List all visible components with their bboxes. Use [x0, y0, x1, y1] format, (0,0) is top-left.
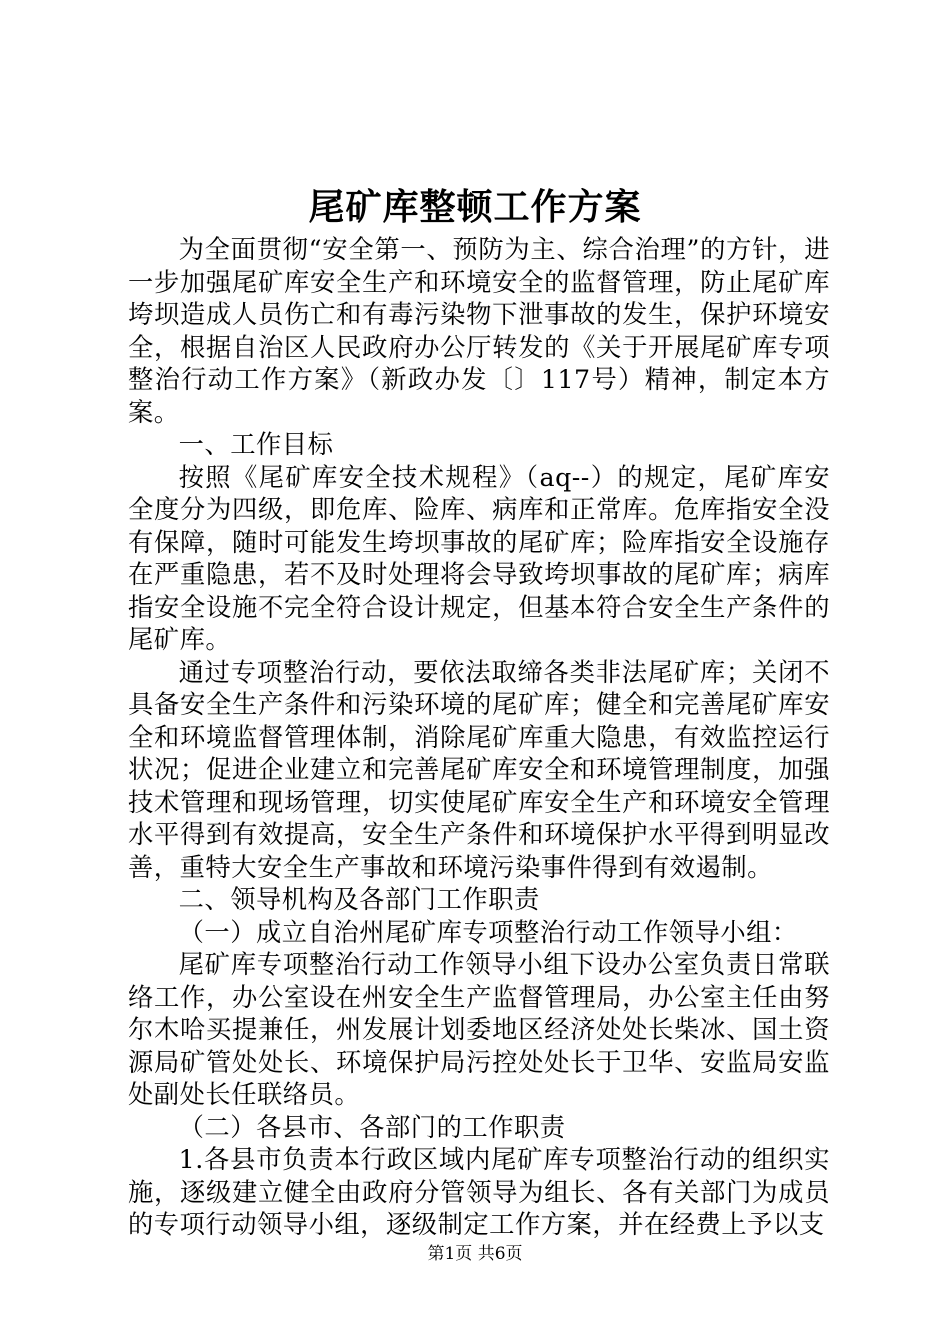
subheading-leading-group: （一）成立自治州尾矿库专项整治行动工作领导小组：: [178, 917, 798, 947]
page-footer: 第1页 共6页: [427, 1244, 523, 1264]
section-heading-leadership: 二、领导机构及各部门工作职责: [178, 885, 540, 914]
subheading-duties: （二）各县市、各部门的工作职责: [178, 1112, 566, 1142]
section-heading-work-goals: 一、工作目标: [178, 430, 334, 459]
intro-paragraph: 为全面贯彻“安全第一、预防为主、综合治理”的方针，进一步加强尾矿库安全生产和环境安全的监督管理，防止尾矿库垮坝造成人员伤亡和有毒污染物下泄事故的发生，保护环境安全，根据自治区人民政府办公厅转发的《关于开展尾矿库专项整治行动工作方案》（新政办发〔〕117号）精神，制定本方案。: [128, 235, 830, 427]
document-body: [128, 234, 830, 1242]
paragraph-office-setup: 尾矿库专项整治行动工作领导小组下设办公室负责日常联络工作，办公室设在州安全生产监督管理局，办公室主任由努尔木哈买提兼任，州发展计划委地区经济处处长柴冰、国土资源局矿管处处长、环境保护局污控处处长于卫华、安监局安监处副处长任联络员。: [128, 950, 830, 1109]
paragraph-rectification-goals: 通过专项整治行动，要依法取缔各类非法尾矿库；关闭不具备安全生产条件和污染环境的尾矿库；健全和完善尾矿库安全和环境监督管理体制，消除尾矿库重大隐患，有效监控运行状况；促进企业建立和完善尾矿库安全和环境管理制度，加强技术管理和现场管理，切实使尾矿库安全生产和环境安全管理水平得到有效提高，安全生产条件和环境保护水平得到明显改善，重特大安全生产事故和环境污染事件得到有效遏制。: [128, 657, 830, 882]
document-title: 尾矿库整顿工作方案: [308, 186, 642, 228]
paragraph-county-duties: 1.各县市负责本行政区域内尾矿库专项整治行动的组织实施，逐级建立健全由政府分管领导为组长、各有关部门为成员的专项行动领导小组，逐级制定工作方案，并在经费上予以支: [128, 1145, 830, 1239]
paragraph-safety-levels: 按照《尾矿库安全技术规程》（aq--）的规定，尾矿库安全度分为四级，即危库、险库、病库和正常库。危库指安全没有保障，随时可能发生垮坝事故的尾矿库；险库指安全设施存在严重隐患，若不及时处理将会导致垮坝事故的尾矿库；病库指安全设施不完全符合设计规定，但基本符合安全生产条件的尾矿库。: [128, 462, 830, 654]
